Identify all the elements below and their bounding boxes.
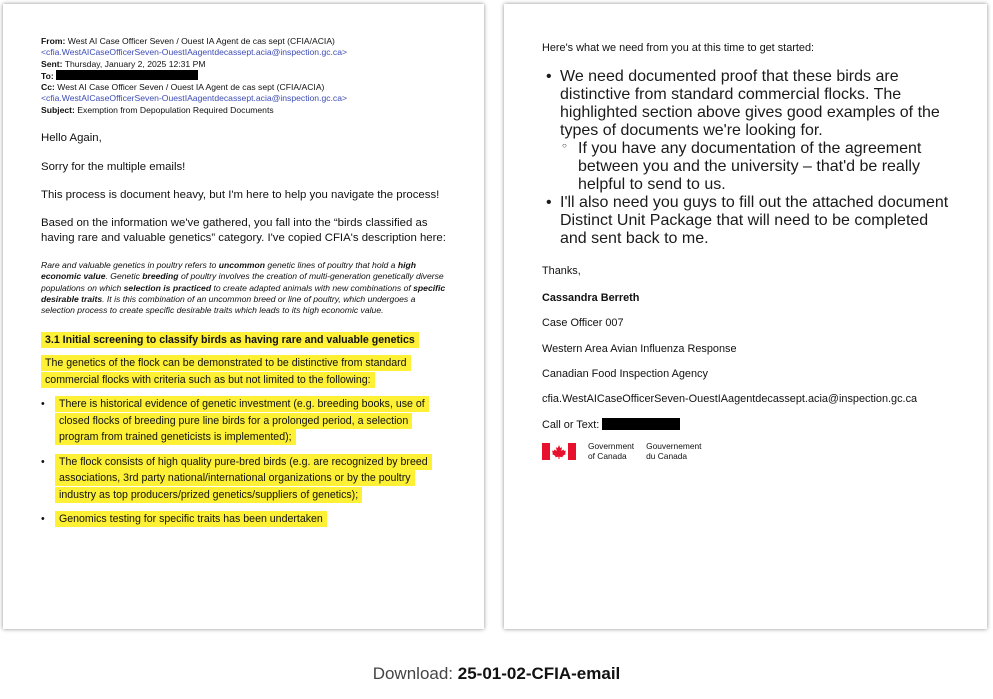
sender-title: Case Officer 007 bbox=[542, 317, 624, 330]
to-line: To: bbox=[41, 70, 446, 82]
redaction-bar bbox=[602, 418, 680, 430]
greeting: Hello Again, bbox=[41, 132, 102, 145]
list-item: • I'll also need you guys to fill out the attached document Distinct Unit Package that will need to be completed and sent back to me. bbox=[542, 194, 949, 248]
cc-line: Cc: West AI Case Officer Seven / Ouest IA Agent de cas sept (CFIA/ACIA) bbox=[41, 82, 325, 93]
list-item: • Genomics testing for specific traits has been undertaken bbox=[41, 511, 446, 528]
subject-line: Subject: Exemption from Depopulation Required Documents bbox=[41, 104, 274, 115]
download-label: Download: bbox=[372, 664, 454, 683]
call-line: Call or Text: bbox=[542, 418, 949, 432]
cfia-description-quote: Rare and valuable genetics in poultry refers to uncommon genetic lines of poultry that hold a high economic value. Genetic breeding of poultry involves the creation of multi-generation genetically diverse populations on which selection is practiced to create adapted animals with new combinations of specific desirable traits. It is this combination of an uncommon breed or line of poultry, which undergoes a selection process to create specific desirable traits which leads to its high economic value. bbox=[41, 260, 446, 316]
list-item: ○ If you have any documentation of the agreement between you and the university – that'd be really helpful to send to us. bbox=[542, 140, 949, 194]
requirements-list bbox=[542, 68, 949, 248]
requirements-intro: Here's what we need from you at this time to get started: bbox=[542, 42, 815, 54]
list-item: • There is historical evidence of genetic investment (e.g. breeding books, use of closed flocks of breeding pure line birds for a prolonged period, a selection program from trained geneticists is implemented); bbox=[41, 396, 446, 446]
gov-fr-wordmark: Gouvernement du Canada bbox=[646, 441, 702, 461]
download-filename[interactable]: 25-01-02-CFIA-email bbox=[457, 664, 621, 683]
from-line: From: West AI Case Officer Seven / Ouest IA Agent de cas sept (CFIA/ACIA) bbox=[41, 36, 335, 46]
intro-paragraph: This process is document heavy, but I'm here to help you navigate the process! bbox=[41, 189, 440, 202]
sub-list bbox=[542, 140, 949, 194]
section-paragraph: The genetics of the flock can be demonstrated to be distinctive from standard commercial flocks with criteria such as but not limited to the following: bbox=[41, 355, 411, 388]
canada-flag-icon bbox=[542, 443, 576, 460]
category-paragraph: Based on the information we've gathered, you fall into the “birds classified as having rare and valuable genetics” category. I've copied CFIA's description here: bbox=[41, 217, 446, 245]
list-item: • We need documented proof that these birds are distinctive from standard commercial flocks. The highlighted section above gives good examples of the types of documents we're looking for. ○ If you have any documentation of the agreement between you and the university – that'd be really helpful to send to us. bbox=[542, 68, 949, 194]
redaction-bar bbox=[56, 70, 198, 80]
document-page-2 bbox=[504, 4, 987, 629]
sender-department: Western Area Avian Influenza Response bbox=[542, 342, 737, 355]
highlighted-section bbox=[41, 332, 446, 528]
email-header bbox=[41, 36, 446, 116]
criteria-list bbox=[41, 396, 446, 528]
apology: Sorry for the multiple emails! bbox=[41, 161, 186, 174]
cc-email[interactable]: <cfia.WestAICaseOfficerSeven-OuestIAagentdecassept.acia@inspection.gc.ca> bbox=[41, 93, 348, 104]
from-email[interactable]: <cfia.WestAICaseOfficerSeven-OuestIAagentdecassept.acia@inspection.gc.ca> bbox=[41, 47, 348, 58]
sender-name: Cassandra Berreth bbox=[542, 291, 640, 304]
government-of-canada-signature bbox=[542, 442, 949, 461]
sender-email[interactable]: cfia.WestAICaseOfficerSeven-OuestIAagentdecassept.acia@inspection.gc.ca bbox=[542, 393, 918, 406]
download-link[interactable] bbox=[0, 664, 993, 684]
document-page-1 bbox=[3, 4, 484, 629]
sender-agency: Canadian Food Inspection Agency bbox=[542, 368, 708, 381]
sign-off: Thanks, bbox=[542, 265, 581, 278]
sent-line: Sent: Thursday, January 2, 2025 12:31 PM bbox=[41, 58, 206, 69]
gov-en-wordmark: Government of Canada bbox=[588, 441, 635, 461]
list-item: • The flock consists of high quality pure-bred birds (e.g. are recognized by breed associations, 3rd party national/international organizations or by the poultry industry as top producers/prized genetics/suppliers of genetics); bbox=[41, 454, 446, 504]
section-heading: 3.1 Initial screening to classify birds as having rare and valuable genetics bbox=[41, 332, 419, 348]
